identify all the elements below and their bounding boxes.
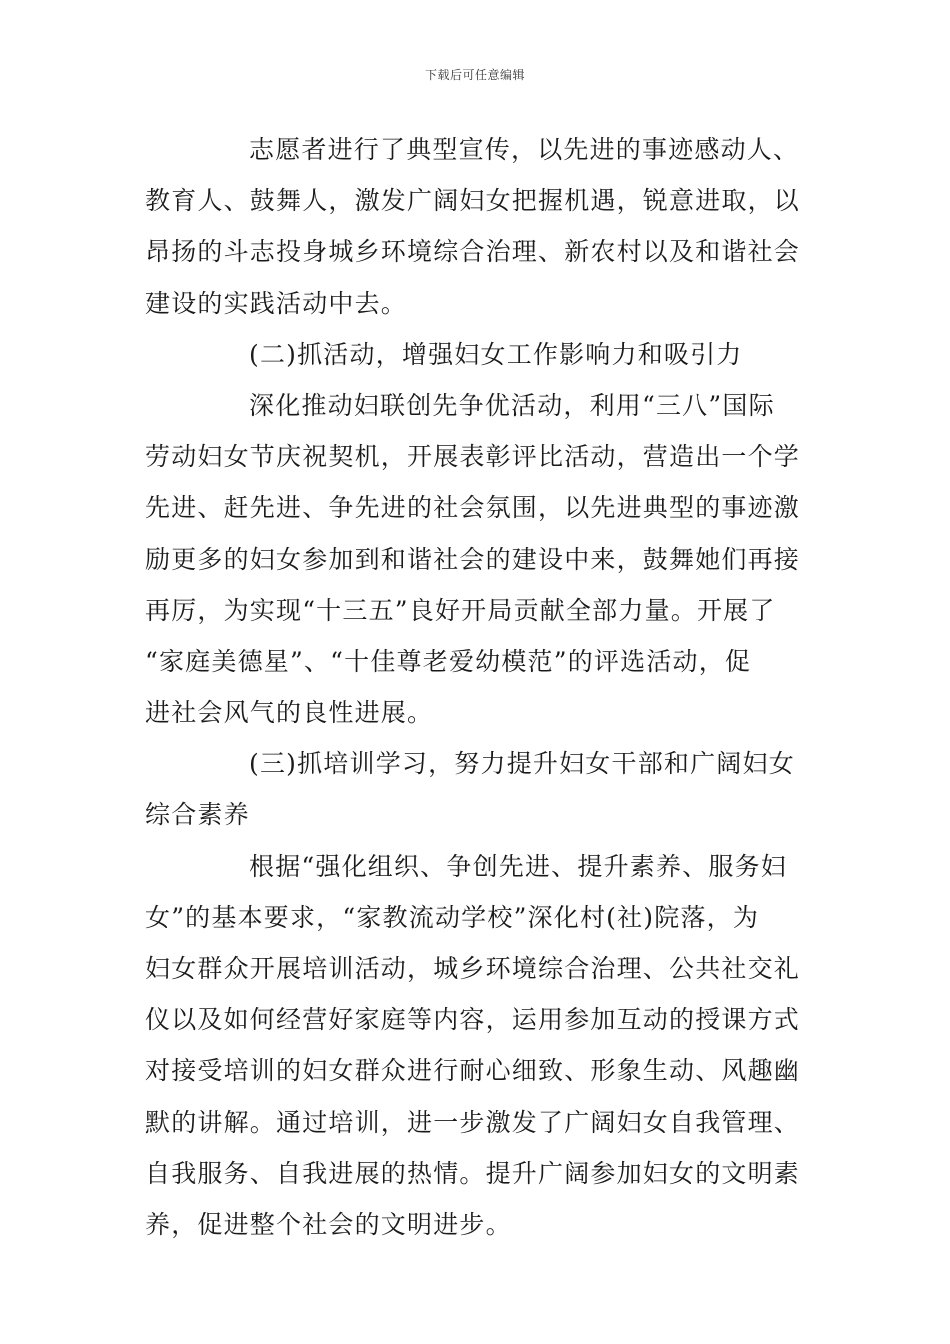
section-heading-continued: 综合素养 [145, 800, 250, 830]
text-line: 妇女群众开展培训活动，城乡环境综合治理、公共社交礼 [145, 954, 801, 983]
text-line: 建设的实践活动中去。 [145, 288, 408, 318]
text-line: 先进、赶先进、争先进的社会氛围，以先进典型的事迹激 [145, 493, 801, 523]
text-line: 对接受培训的妇女群众进行耐心细致、形象生动、风趣幽 [145, 1056, 801, 1086]
text-line: 教育人、鼓舞人，激发广阔妇女把握机遇，锐意进取，以 [145, 186, 801, 216]
section-heading: (二)抓活动，增强妇女工作影响力和吸引力 [249, 339, 743, 369]
text-line: 志愿者进行了典型宣传，以先进的事迹感动人、 [249, 135, 800, 164]
text-line: 昂扬的斗志投身城乡环境综合治理、新农村以及和谐社会 [145, 237, 801, 267]
text-line: 励更多的妇女参加到和谐社会的建设中来，鼓舞她们再接 [145, 544, 801, 574]
text-line: 养，促进整个社会的文明进步。 [145, 1209, 512, 1239]
text-line: 深化推动妇联创先争优活动，利用“三八”国际 [249, 390, 775, 420]
text-line: 自我服务、自我进展的热情。提升广阔参加妇女的文明素 [145, 1158, 801, 1188]
text-line: “家庭美德星”、“十佳尊老爱幼模范”的评选活动，促 [145, 646, 752, 676]
text-line: 仪以及如何经营好家庭等内容，运用参加互动的授课方式 [145, 1005, 801, 1035]
page-header-note: 下载后可任意编辑 [424, 68, 525, 82]
text-line: 劳动妇女节庆祝契机，开展表彰评比活动，营造出一个学 [145, 442, 801, 472]
text-line: 根据“强化组织、争创先进、提升素养、服务妇 [249, 851, 787, 881]
text-line: 再厉，为实现“十三五”良好开局贡献全部力量。开展了 [145, 595, 776, 625]
document-body [145, 128, 809, 1254]
text-line: 女”的基本要求，“家教流动学校”深化村(社)院落，为 [145, 902, 760, 932]
text-line: 进社会风气的良性进展。 [145, 698, 434, 728]
section-heading: (三)抓培训学习，努力提升妇女干部和广阔妇女 [249, 749, 795, 779]
text-line: 默的讲解。通过培训，进一步激发了广阔妇女自我管理、 [145, 1107, 801, 1137]
